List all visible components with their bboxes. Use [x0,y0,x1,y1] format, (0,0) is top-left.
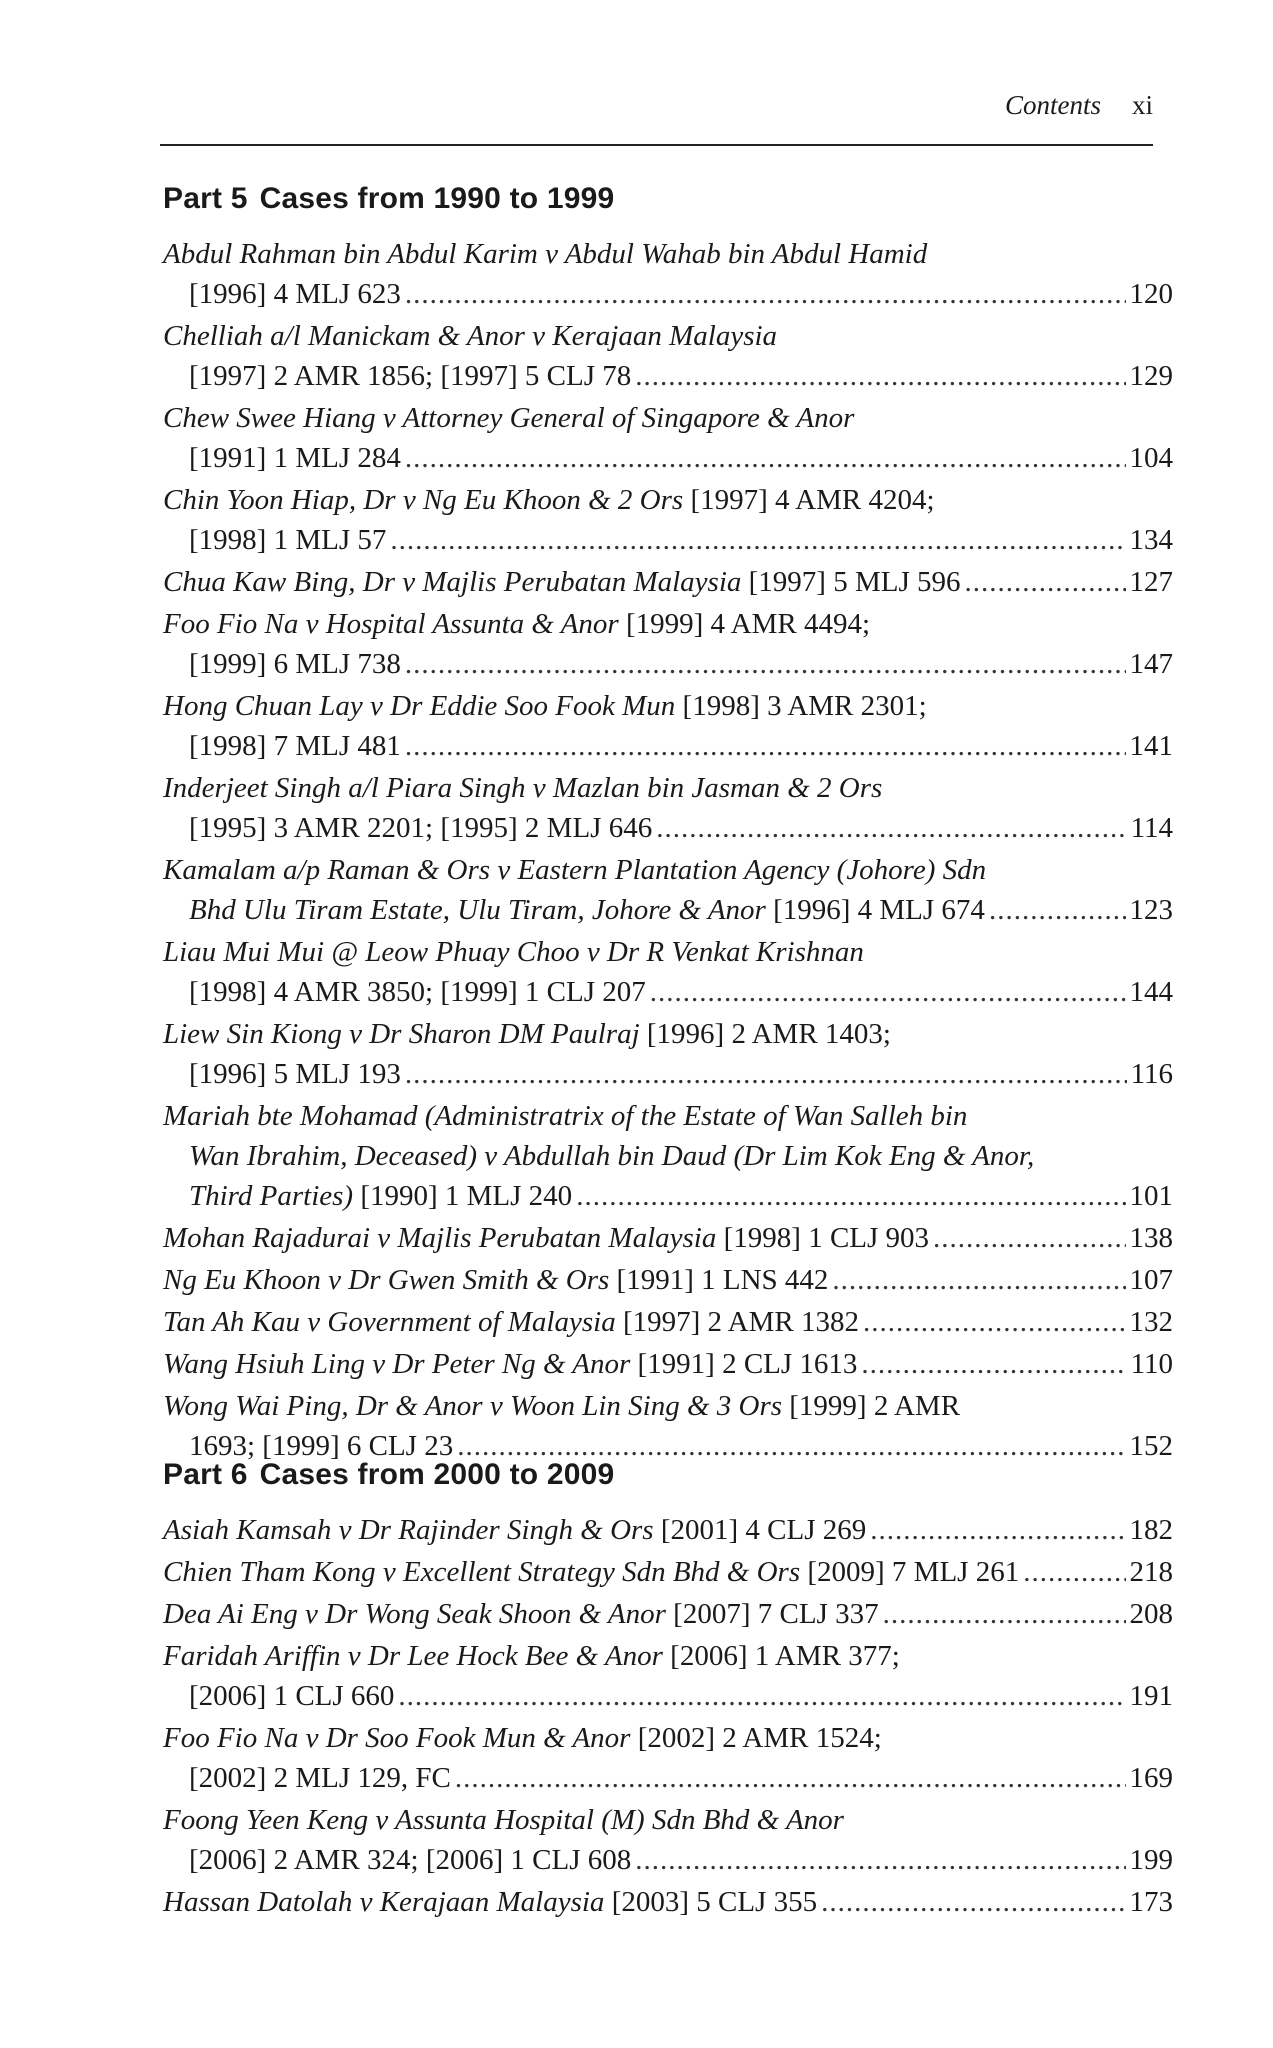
section-part-5 [163,182,1173,1468]
spacer [766,890,773,930]
case-name: Chelliah a/l Manickam & Anor v Kerajaan Malaysia [163,320,778,352]
dot-leader [883,1594,1126,1634]
page-number: 173 [1129,1886,1173,1918]
case-name: Hong Chuan Lay v Dr Eddie Soo Fook Mun [163,690,676,722]
toc-entry-line [163,686,1173,726]
toc-entry [163,850,1173,930]
case-name: Ng Eu Khoon v Dr Gwen Smith & Ors [163,1264,610,1296]
toc-entry-line [163,1014,1173,1054]
running-header-title: Contents [1004,90,1101,120]
case-citation: [1999] 6 MLJ 738 [189,648,401,680]
page-number: 132 [1129,1306,1173,1338]
page-number: 208 [1129,1598,1173,1630]
toc-entry-line [163,480,1173,520]
page-number: 138 [1129,1222,1173,1254]
section-title: Cases from 1990 to 1999 [259,182,615,215]
toc-entry-line [163,1302,1173,1342]
case-citation: [1998] 1 MLJ 57 [189,524,387,556]
case-citation: [2006] 1 AMR 377; [670,1640,900,1672]
toc-entry-line [163,234,1173,274]
case-citation: [1991] 2 CLJ 1613 [637,1348,858,1380]
toc-entry [163,480,1173,560]
dot-leader [832,1260,1125,1300]
toc-entry-line [163,768,1173,808]
dot-leader [576,1176,1125,1216]
case-citation: [2007] 7 CLJ 337 [673,1598,879,1630]
case-citation: [1998] 7 MLJ 481 [189,730,401,762]
page-number: 104 [1129,442,1173,474]
dot-leader [964,562,1125,602]
page-number: 218 [1129,1556,1173,1588]
dot-leader [1023,1552,1125,1592]
page-number: 169 [1129,1762,1173,1794]
case-citation: [1996] 2 AMR 1403; [646,1018,891,1050]
spacer [609,1260,616,1300]
page-number: 152 [1129,1430,1173,1462]
case-citation: [1998] 3 AMR 2301; [682,690,927,722]
page-number: 129 [1129,360,1173,392]
toc-entry [163,1386,1173,1466]
case-citation: [1997] 4 AMR 4204; [690,484,935,516]
toc-entry-line [163,316,1173,356]
spacer [782,1386,789,1426]
page-number: 114 [1130,812,1173,844]
toc-entry-line [163,850,1173,890]
toc-entry-line [163,1218,1173,1258]
toc-entry [163,316,1173,396]
toc-entry-line [163,562,1173,602]
toc-entry-line [163,1718,1173,1758]
case-citation: [2009] 7 MLJ 261 [807,1556,1020,1588]
case-citation: [2001] 4 CLJ 269 [660,1514,867,1546]
section-part-6 [163,1458,1173,1924]
toc-entry-line [163,398,1173,438]
toc-entry-line [163,726,1173,766]
case-name: Wang Hsiuh Ling v Dr Peter Ng & Anor [163,1348,631,1380]
dot-leader [635,356,1125,396]
case-citation: [1996] 4 MLJ 623 [189,278,401,310]
dot-leader [455,1758,1126,1798]
toc-entry-line [163,1552,1173,1592]
toc-entry-line [163,1386,1173,1426]
case-name: Abdul Rahman bin Abdul Karim v Abdul Wahab bin Abdul Hamid [163,238,928,270]
case-citation: [1999] 4 AMR 4494; [625,608,871,640]
toc-entry-line [163,1800,1173,1840]
case-citation: [1998] 1 CLJ 903 [723,1222,930,1254]
toc-entry [163,1096,1173,1216]
toc-entry-line [163,1136,1173,1176]
toc-entry-line [163,808,1173,848]
case-name: Wong Wai Ping, Dr & Anor v Woon Lin Sing & 3 Ors [163,1390,783,1422]
section-part-label: Part 6 [163,1458,248,1491]
case-name: Liau Mui Mui @ Leow Phuay Choo v Dr R Venkat Krishnan [163,936,864,968]
section-title: Cases from 2000 to 2009 [259,1458,615,1491]
spacer [604,1882,611,1922]
toc-entry [163,1510,1173,1550]
case-citation: [1995] 3 AMR 2201; [1995] 2 MLJ 646 [189,812,653,844]
case-name: Faridah Ariffin v Dr Lee Hock Bee & Anor [163,1640,663,1672]
toc-entry [163,1302,1173,1342]
page-number: 134 [1129,524,1173,556]
page-number: 191 [1129,1680,1173,1712]
toc-entry [163,932,1173,1012]
case-name: Chin Yoon Hiap, Dr v Ng Eu Khoon & 2 Ors [163,484,684,516]
section-heading [163,1458,1173,1492]
toc-entry [163,1636,1173,1716]
case-citation: [2002] 2 AMR 1524; [637,1722,882,1754]
case-name: Hassan Datolah v Kerajaan Malaysia [163,1886,605,1918]
toc-entry-line [163,1096,1173,1136]
toc-entry [163,1014,1173,1094]
toc-entry [163,234,1173,314]
toc-entry [163,1594,1173,1634]
spacer [353,1176,360,1216]
spacer [683,480,690,520]
toc-entry-line [163,1676,1173,1716]
toc-entry-list [163,234,1173,1466]
toc-entry-line [163,1882,1173,1922]
spacer [675,686,682,726]
toc-entry [163,1552,1173,1592]
dot-leader [405,726,1126,766]
toc-entry-line [163,644,1173,684]
dot-leader [405,274,1126,314]
case-name: Dea Ai Eng v Dr Wong Seak Shoon & Anor [163,1598,666,1630]
case-name: Bhd Ulu Tiram Estate, Ulu Tiram, Johore & Anor [189,894,766,926]
toc-entry-line [163,1840,1173,1880]
case-citation: [2006] 1 CLJ 660 [189,1680,395,1712]
dot-leader [398,1676,1125,1716]
case-citation: [1999] 2 AMR [789,1390,961,1422]
toc-entry [163,1260,1173,1300]
toc-entry-line [163,1260,1173,1300]
spacer [640,1014,647,1054]
case-name: Chua Kaw Bing, Dr v Majlis Perubatan Malaysia [163,566,742,598]
spacer [800,1552,807,1592]
case-name: Mohan Rajadurai v Majlis Perubatan Malaysia [163,1222,717,1254]
toc-entry-line [163,972,1173,1012]
page-number: 144 [1129,976,1173,1008]
page-number: 116 [1130,1058,1173,1090]
case-citation: [1991] 1 MLJ 284 [189,442,401,474]
page-number: 147 [1129,648,1173,680]
dot-leader [650,972,1126,1012]
dot-leader [405,644,1126,684]
case-citation: [1998] 4 AMR 3850; [1999] 1 CLJ 207 [189,976,646,1008]
spacer [666,1594,673,1634]
toc-entry-line [163,604,1173,644]
toc-entry [163,398,1173,478]
toc-entry-line [163,438,1173,478]
section-heading [163,182,1173,216]
toc-entry [163,686,1173,766]
page-number: 141 [1129,730,1173,762]
toc-entry [163,604,1173,684]
page-number: 123 [1129,894,1173,926]
case-name: Foong Yeen Keng v Assunta Hospital (M) Sdn Bhd & Anor [163,1804,844,1836]
case-name: Kamalam a/p Raman & Ors v Eastern Plantation Agency (Johore) Sdn [163,854,987,886]
toc-entry-line [163,1344,1173,1384]
dot-leader [863,1302,1126,1342]
case-citation: [1991] 1 LNS 442 [616,1264,829,1296]
toc-entry-line [163,1594,1173,1634]
spacer [716,1218,723,1258]
case-citation: 1693; [1999] 6 CLJ 23 [189,1430,454,1462]
dot-leader [861,1344,1126,1384]
toc-entry [163,562,1173,602]
page-number: 107 [1129,1264,1173,1296]
case-name: Liew Sin Kiong v Dr Sharon DM Paulraj [163,1018,640,1050]
case-name: Tan Ah Kau v Government of Malaysia [163,1306,616,1338]
case-citation: [2003] 5 CLJ 355 [611,1886,818,1918]
dot-leader [821,1882,1125,1922]
case-name: Inderjeet Singh a/l Piara Singh v Mazlan bin Jasman & 2 Ors [163,772,883,804]
spacer [630,1344,637,1384]
case-citation: [1997] 2 AMR 1382 [622,1306,859,1338]
page-number: 120 [1129,278,1173,310]
toc-entry [163,1344,1173,1384]
case-name: Foo Fio Na v Dr Soo Fook Mun & Anor [163,1722,631,1754]
dot-leader [989,890,1126,930]
toc-entry-line [163,274,1173,314]
toc-entry-line [163,1054,1173,1094]
toc-entry-line [163,1636,1173,1676]
toc-entry-line [163,1758,1173,1798]
toc-entry-line [163,890,1173,930]
toc-entry-line [163,932,1173,972]
dot-leader [656,808,1126,848]
case-citation: [1996] 4 MLJ 674 [773,894,985,926]
page-number: 127 [1129,566,1173,598]
case-citation: [1996] 5 MLJ 193 [189,1058,401,1090]
case-name: Asiah Kamsah v Dr Rajinder Singh & Ors [163,1514,654,1546]
case-citation: [1997] 2 AMR 1856; [1997] 5 CLJ 78 [189,360,632,392]
running-header [160,84,1153,146]
toc-entry-line [163,1176,1173,1216]
toc-entry-line [163,356,1173,396]
dot-leader [635,1840,1125,1880]
case-name: Mariah bte Mohamad (Administratrix of the Estate of Wan Salleh bin [163,1100,968,1132]
section-part-label: Part 5 [163,182,248,215]
toc-entry [163,1800,1173,1880]
toc-entry-list [163,1510,1173,1922]
case-name: Chien Tham Kong v Excellent Strategy Sdn Bhd & Ors [163,1556,801,1588]
toc-entry-line [163,520,1173,560]
case-name: Chew Swee Hiang v Attorney General of Singapore & Anor [163,402,855,434]
case-citation: [1997] 5 MLJ 596 [748,566,961,598]
toc-entry [163,1882,1173,1922]
running-header-page-number: xi [1131,90,1153,120]
toc-entry [163,1218,1173,1258]
spacer [616,1302,623,1342]
case-name: Third Parties) [189,1180,354,1212]
dot-leader [933,1218,1125,1258]
dot-leader [870,1510,1125,1550]
dot-leader [405,438,1126,478]
spacer [630,1718,637,1758]
page-number: 101 [1129,1180,1173,1212]
toc-entry-line [163,1510,1173,1550]
spacer [654,1510,661,1550]
page-number: 199 [1129,1844,1173,1876]
spacer [663,1636,670,1676]
toc-entry [163,768,1173,848]
dot-leader [390,520,1125,560]
case-citation: [2006] 2 AMR 324; [2006] 1 CLJ 608 [189,1844,632,1876]
case-name: Foo Fio Na v Hospital Assunta & Anor [163,608,619,640]
toc-entry [163,1718,1173,1798]
dot-leader [405,1054,1127,1094]
spacer [741,562,748,602]
case-citation: [1990] 1 MLJ 240 [360,1180,573,1212]
case-citation: [2002] 2 MLJ 129, FC [189,1762,451,1794]
page-number: 110 [1130,1348,1173,1380]
spacer [619,604,626,644]
case-name: Wan Ibrahim, Deceased) v Abdullah bin Daud (Dr Lim Kok Eng & Anor, [189,1140,1035,1172]
page-number: 182 [1129,1514,1173,1546]
